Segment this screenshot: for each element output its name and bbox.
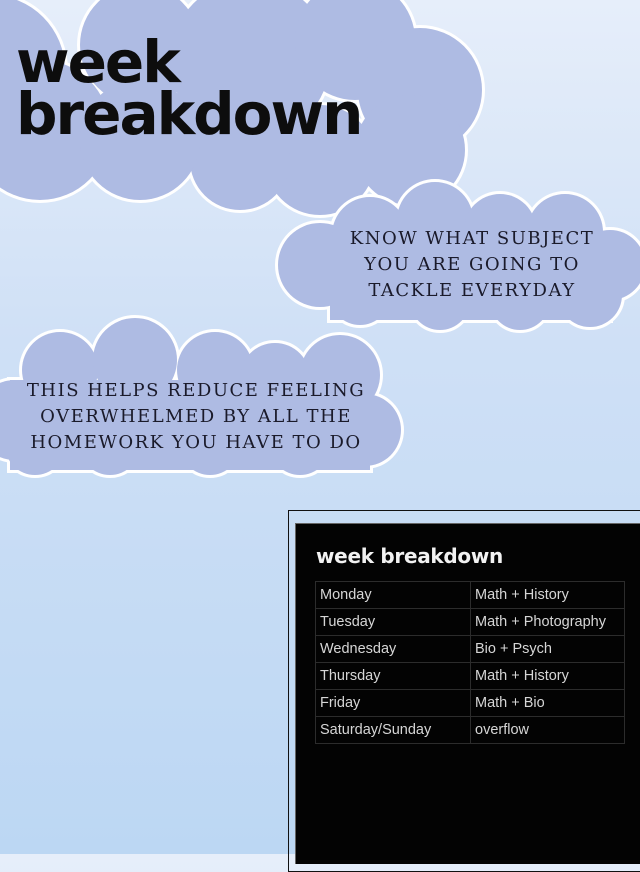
cloud-note-line: THIS HELPS REDUCE FEELING [26,380,366,401]
cloud-note-line: KNOW WHAT SUBJECT [349,228,595,249]
schedule-table [315,581,625,744]
title-line-2: breakdown [16,80,362,148]
day-cell: Tuesday [316,609,471,636]
day-cell: Friday [316,690,471,717]
subjects-cell: Math + History [471,663,625,690]
table-row [316,609,625,636]
day-cell: Monday [316,582,471,609]
subjects-cell: overflow [471,717,625,744]
subjects-cell: Math + Photography [471,609,625,636]
cloud-note-subjects [312,226,632,304]
cloud-note-line: YOU ARE GOING TO [364,254,580,275]
subjects-cell: Bio + Psych [471,636,625,663]
page-title [16,28,362,148]
cloud-note-line: TACKLE EVERYDAY [368,280,576,301]
cloud-note-line: OVERWHELMED BY ALL THE [40,406,352,427]
cloud-note-line: HOMEWORK YOU HAVE TO DO [30,432,362,453]
subjects-cell: Math + History [471,582,625,609]
day-cell: Wednesday [316,636,471,663]
cloud-note-overwhelm [6,378,386,456]
table-row [316,690,625,717]
table-row [316,636,625,663]
day-cell: Saturday/Sunday [316,717,471,744]
day-cell: Thursday [316,663,471,690]
schedule-title: week breakdown [316,544,503,568]
schedule-panel [295,523,640,864]
title-line-1: week [16,28,179,96]
table-row [316,717,625,744]
table-row [316,663,625,690]
table-row [316,582,625,609]
subjects-cell: Math + Bio [471,690,625,717]
